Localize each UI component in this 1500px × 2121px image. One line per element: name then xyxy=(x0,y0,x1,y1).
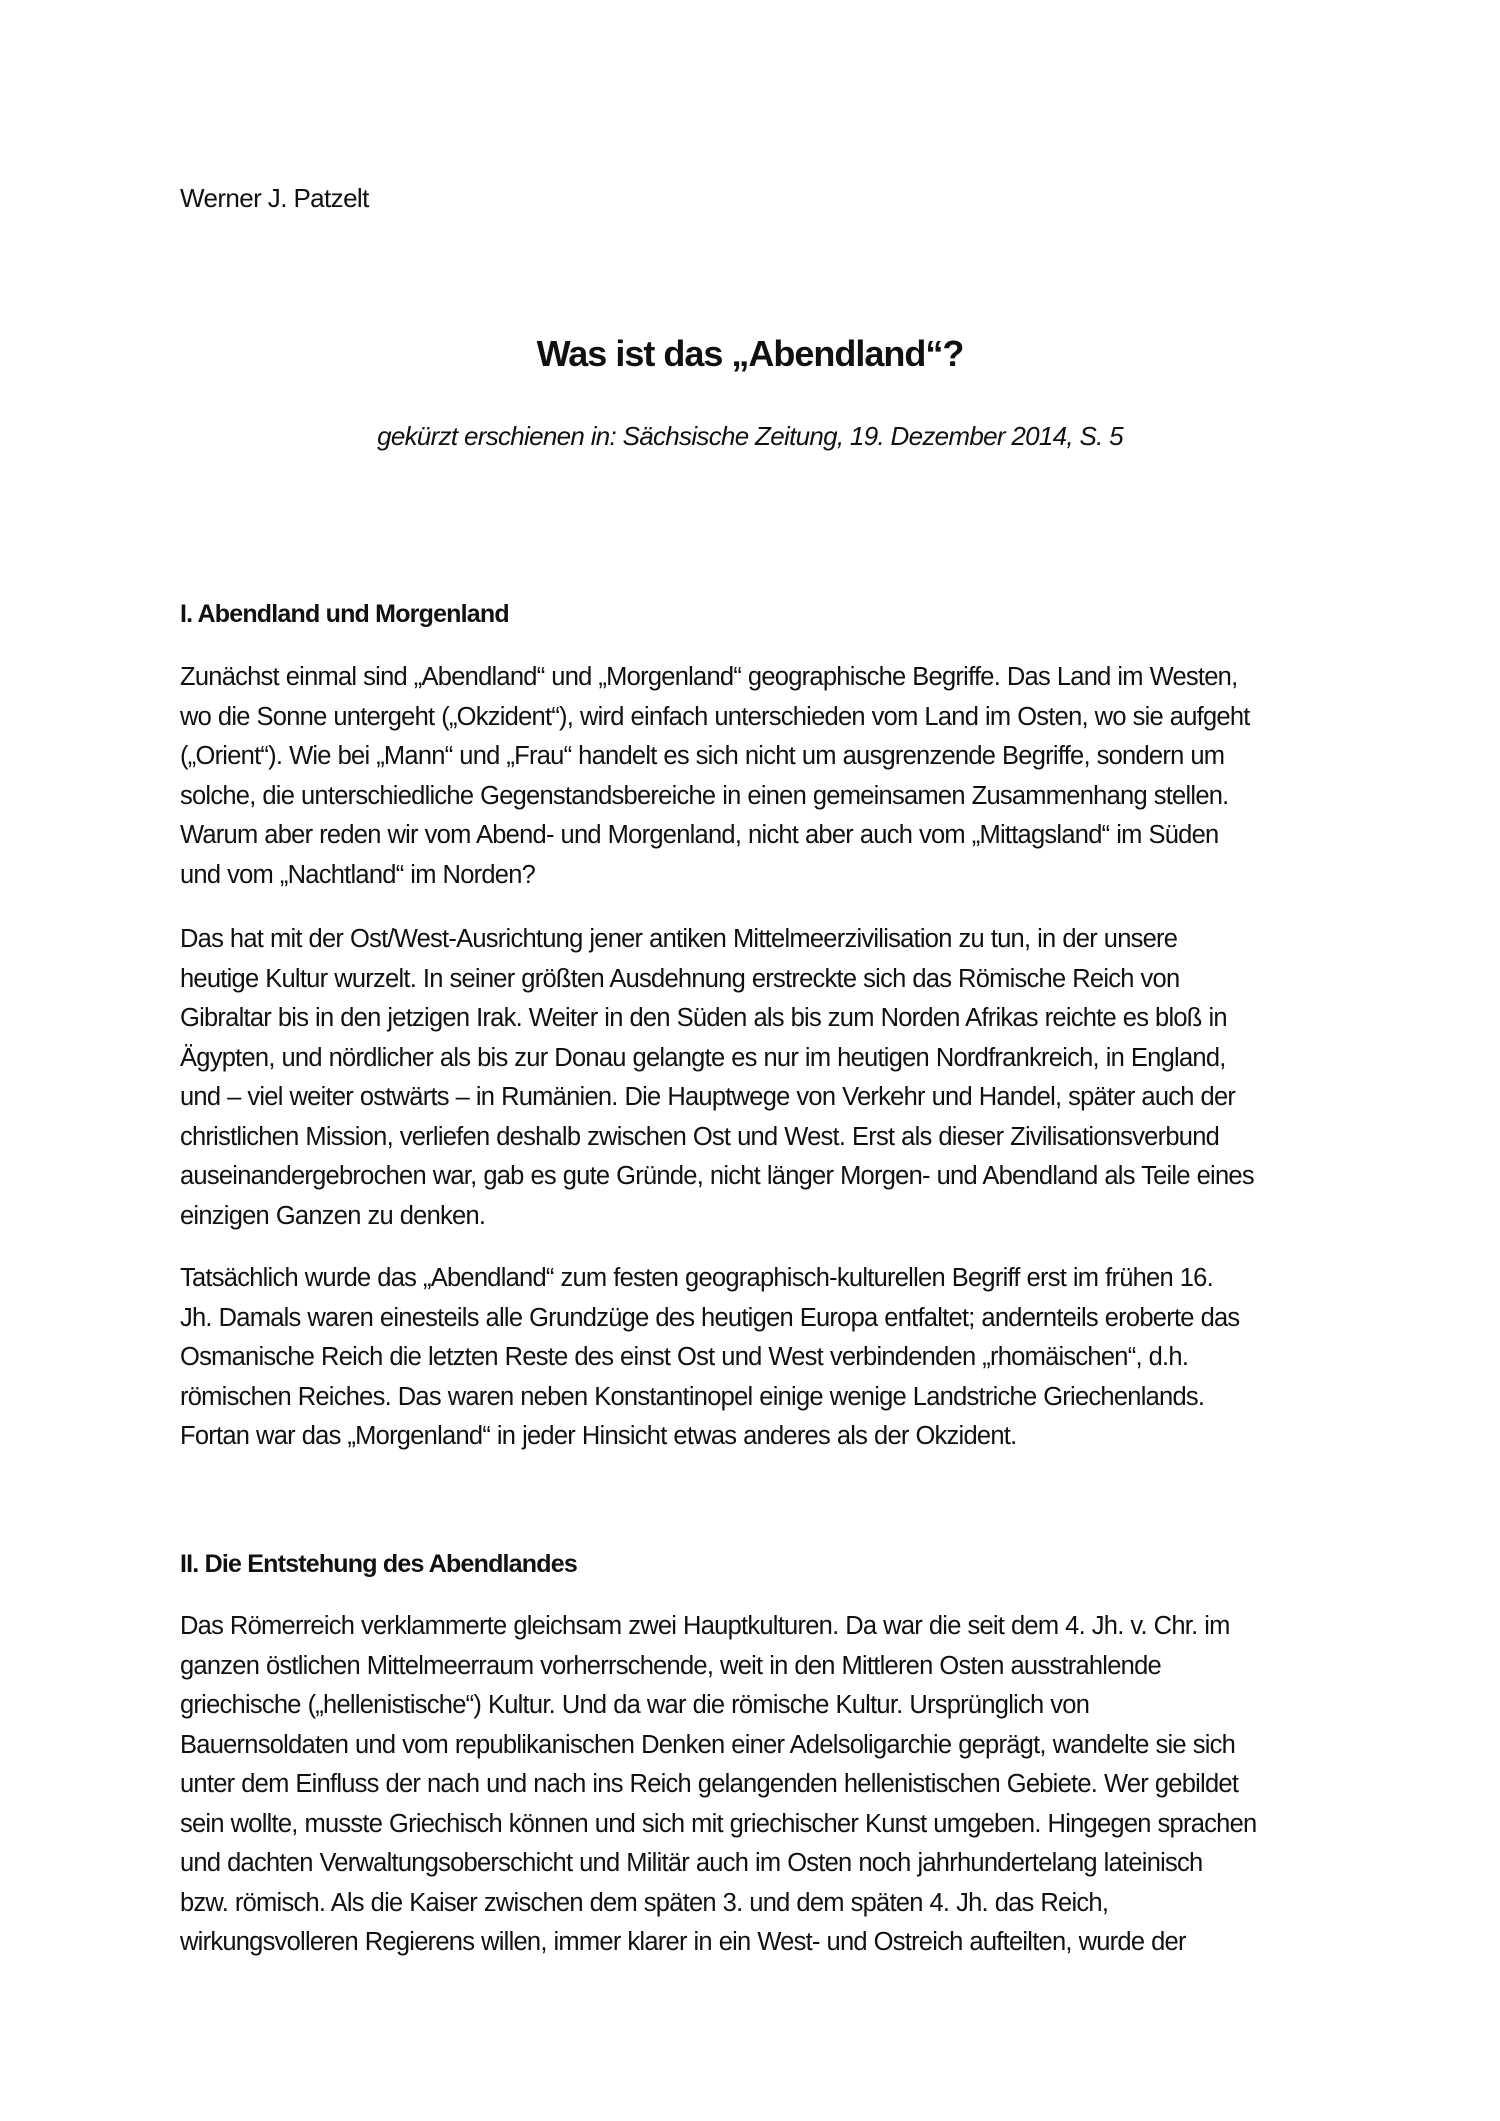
text-line: Bauernsoldaten und vom republikanischen Denken einer Adelsoligarchie geprägt, wandelte sie sich xyxy=(180,1730,1236,1759)
text-line: römischen Reiches. Das waren neben Konstantinopel einige wenige Landstriche Griechenlands. xyxy=(180,1382,1205,1411)
text-line: griechische („hellenistische“) Kultur. Und da war die römische Kultur. Ursprünglich von xyxy=(180,1691,1090,1719)
text-line: wirkungsvolleren Regierens willen, immer klarer in ein West- und Ostreich aufteilten, wurde der xyxy=(180,1928,1186,1956)
text-line: bzw. römisch. Als die Kaiser zwischen dem späten 3. und dem späten 4. Jh. das Reich, xyxy=(180,1888,1109,1917)
text-line: sein wollte, musste Griechisch können und sich mit griechischer Kunst umgeben. Hingegen sprachen xyxy=(180,1809,1257,1838)
text-line: Warum aber reden wir vom Abend- und Morgenland, nicht aber auch vom „Mittagsland“ im Süden xyxy=(180,821,1219,849)
text-line: Jh. Damals waren einesteils alle Grundzüge des heutigen Europa entfaltet; andernteils eroberte das xyxy=(180,1303,1240,1332)
text-line: Fortan war das „Morgenland“ in jeder Hinsicht etwas anderes als der Okzident. xyxy=(180,1422,1017,1450)
paragraph-2 xyxy=(180,920,1360,1236)
paragraph-4 xyxy=(180,1607,1360,1963)
text-line: solche, die unterschiedliche Gegenstandsbereiche in einen gemeinsamen Zusammenhang stellen. xyxy=(180,781,1229,810)
text-line: Das Römerreich verklammerte gleichsam zwei Hauptkulturen. Da war die seit dem 4. Jh. v. Chr. im xyxy=(180,1612,1230,1640)
document-title: Was ist das „Abendland“? xyxy=(536,333,964,374)
text-line: („Orient“). Wie bei „Mann“ und „Frau“ handelt es sich nicht um ausgrenzende Begriffe, sondern um xyxy=(180,742,1225,770)
text-line: ganzen östlichen Mittelmeerraum vorherrschende, weit in den Mittleren Osten ausstrahlende xyxy=(180,1651,1161,1680)
paragraph-1 xyxy=(180,658,1360,895)
text-line: auseinandergebrochen war, gab es gute Gründe, nicht länger Morgen- und Abendland als Teile eines xyxy=(180,1162,1254,1190)
text-line: Ägypten, und nördlicher als bis zur Donau gelangte es nur im heutigen Nordfrankreich, in England, xyxy=(180,1043,1226,1072)
section-heading-1: I. Abendland und Morgenland xyxy=(180,600,509,628)
text-line: christlichen Mission, verliefen deshalb zwischen Ost und West. Erst als dieser Zivilisationsverbund xyxy=(180,1122,1220,1151)
text-line: und – viel weiter ostwärts – in Rumänien. Die Hauptwege von Verkehr und Handel, später auch der xyxy=(180,1083,1236,1111)
text-line: Gibraltar bis in den jetzigen Irak. Weiter in den Süden als bis zum Norden Afrikas reichte es bloß in xyxy=(180,1004,1227,1032)
text-line: heutige Kultur wurzelt. In seiner größten Ausdehnung erstreckte sich das Römische Reich von xyxy=(180,964,1180,993)
text-line: Osmanische Reich die letzten Reste des einst Ost und West verbindenden „rhomäischen“, d.h. xyxy=(180,1343,1189,1371)
author-name: Werner J. Patzelt xyxy=(180,183,369,213)
text-line: unter dem Einfluss der nach und nach ins Reich gelangenden hellenistischen Gebiete. Wer gebildet xyxy=(180,1770,1239,1798)
text-line: einzigen Ganzen zu denken. xyxy=(180,1201,486,1230)
section-heading-2: II. Die Entstehung des Abendlandes xyxy=(180,1550,577,1578)
text-line: wo die Sonne untergeht („Okzident“), wird einfach unterschieden vom Land im Osten, wo sie aufgeht xyxy=(180,702,1250,731)
text-line: Zunächst einmal sind „Abendland“ und „Morgenland“ geographische Begriffe. Das Land im Westen, xyxy=(180,663,1238,691)
text-line: Das hat mit der Ost/West-Ausrichtung jener antiken Mittelmeerzivilisation zu tun, in der unsere xyxy=(180,925,1178,953)
text-line: und dachten Verwaltungsoberschicht und Militär auch im Osten noch jahrhundertelang lateinisch xyxy=(180,1849,1203,1877)
text-line: Tatsächlich wurde das „Abendland“ zum festen geographisch-kulturellen Begriff erst im frühen 16. xyxy=(180,1264,1213,1292)
text-line: und vom „Nachtland“ im Norden? xyxy=(180,860,536,889)
paragraph-3 xyxy=(180,1259,1360,1457)
publication-note: gekürzt erschienen in: Sächsische Zeitung, 19. Dezember 2014, S. 5 xyxy=(377,421,1123,451)
